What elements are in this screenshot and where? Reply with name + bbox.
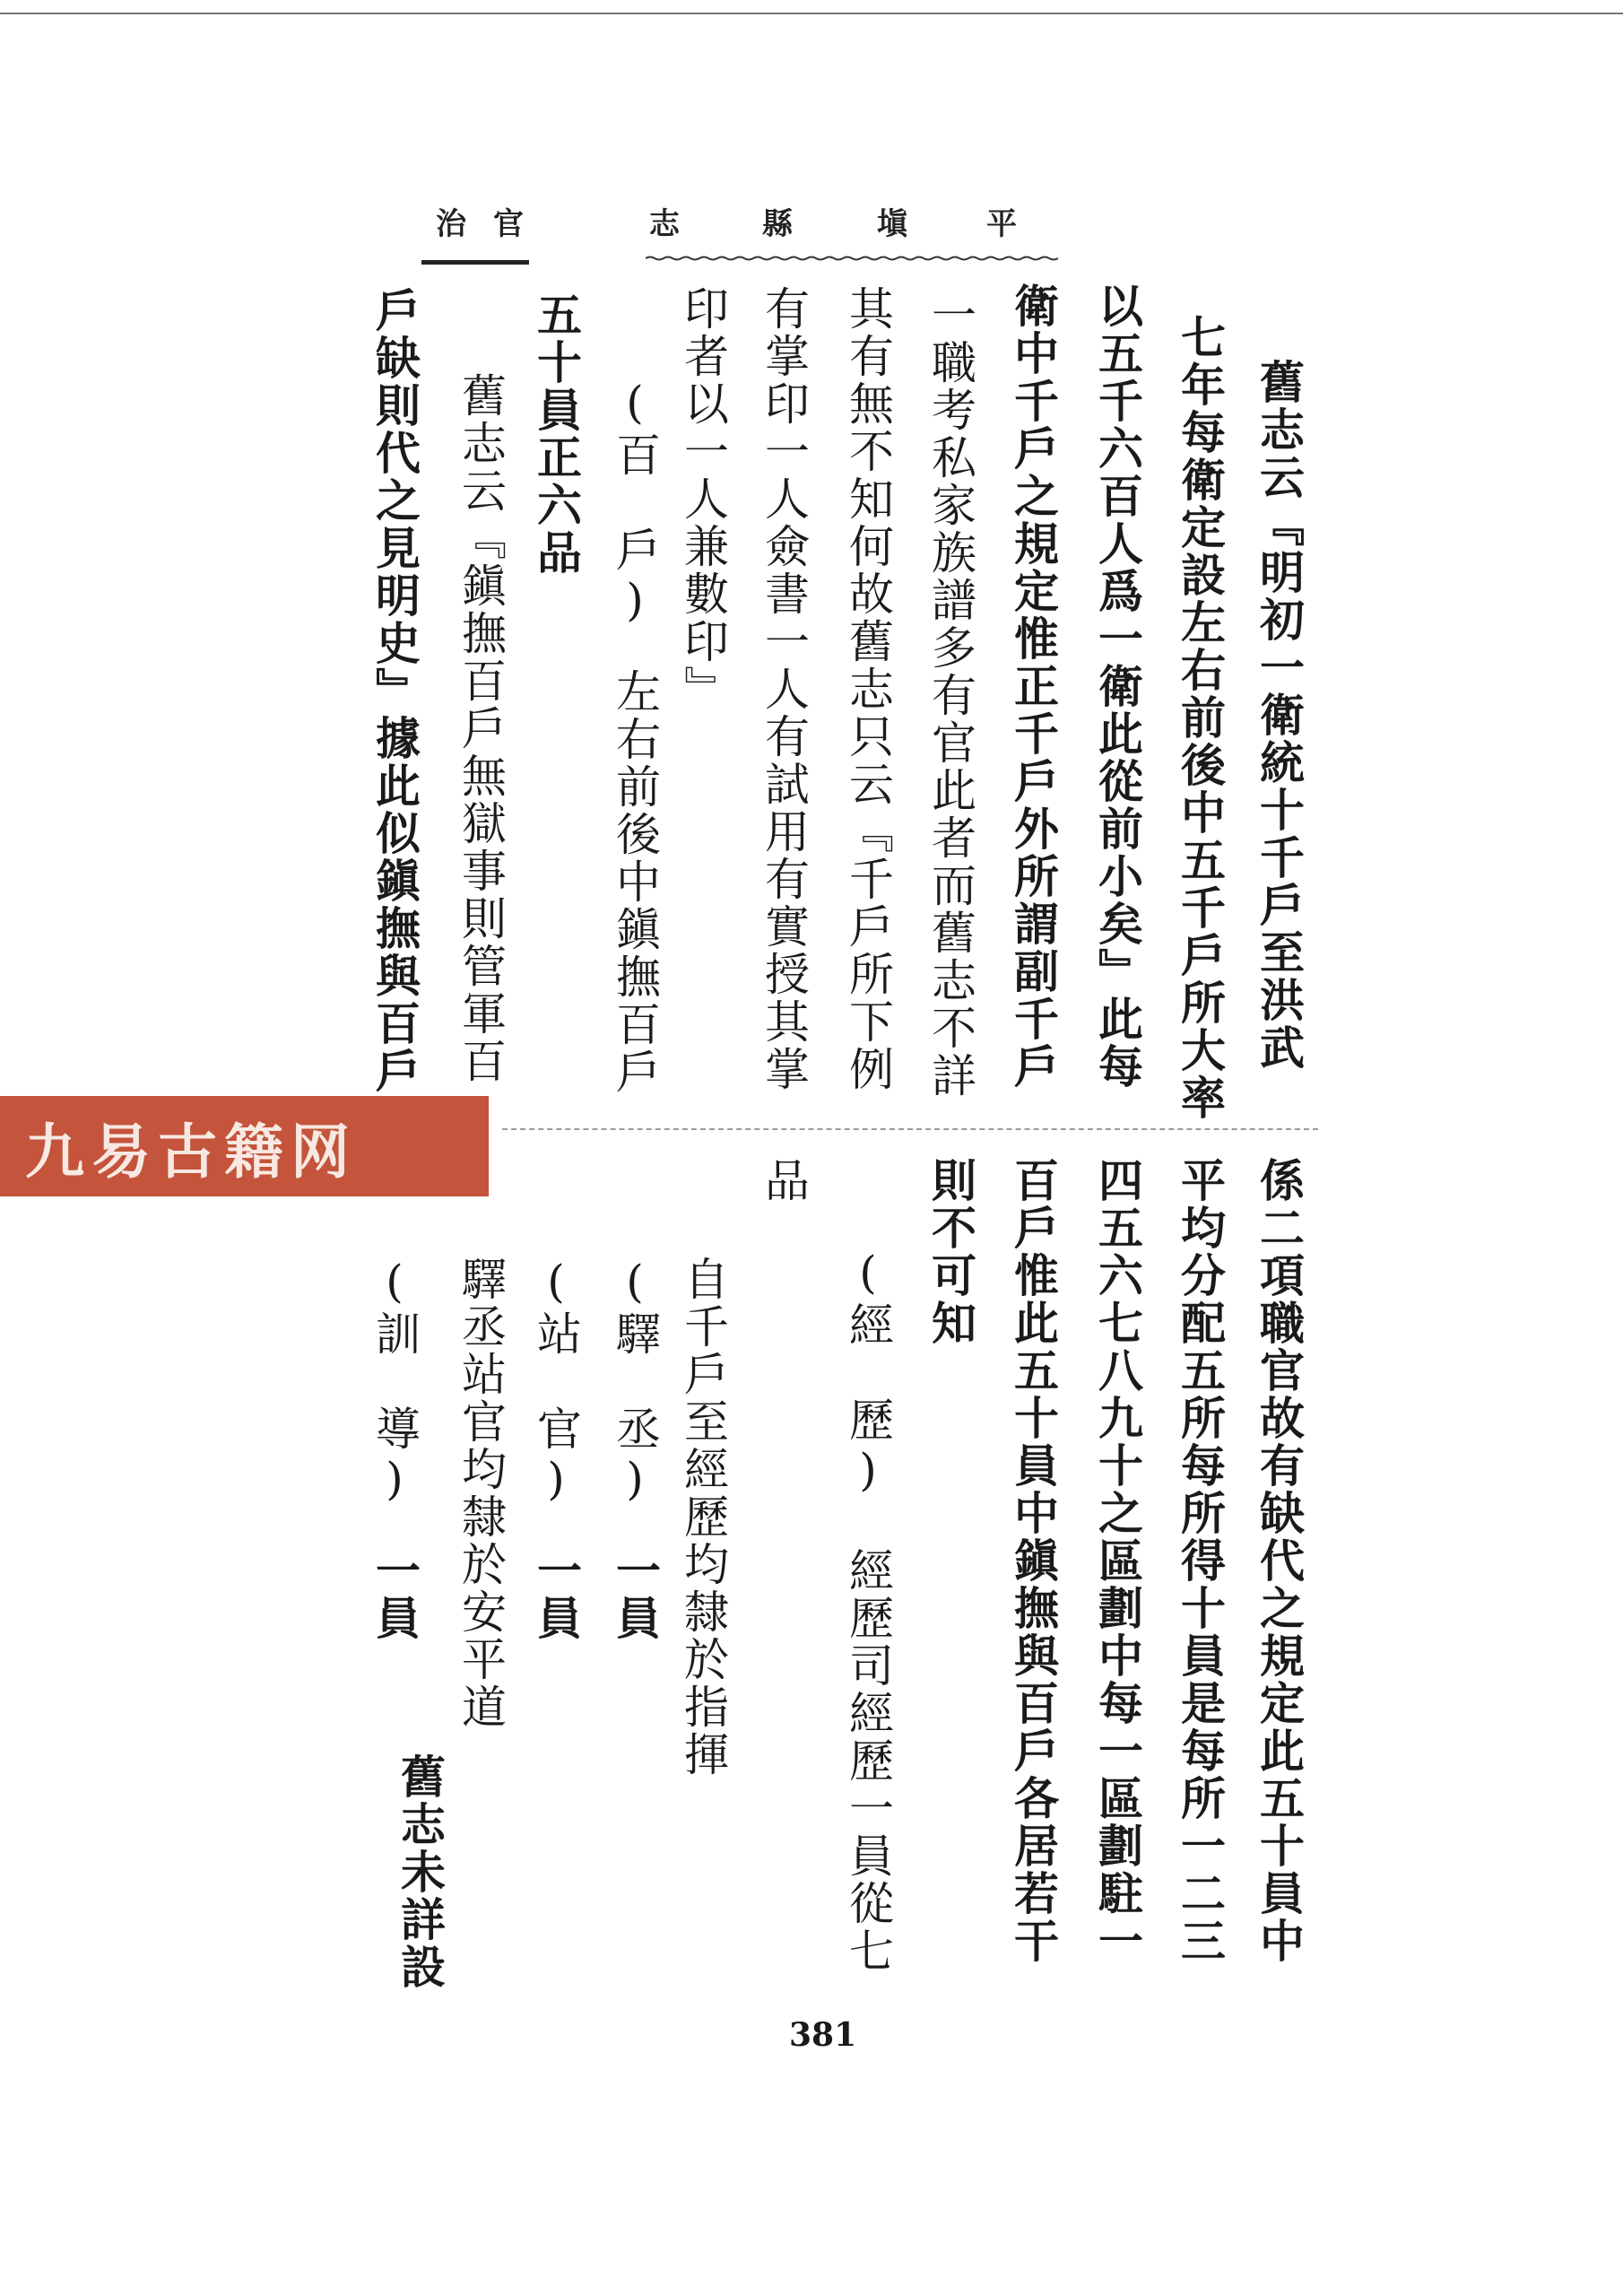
- page-number: 381: [789, 2016, 857, 2054]
- text-column: 平均分配五所每所得十員是每所一二三: [1174, 1157, 1227, 1965]
- header-section-char-2: 治: [436, 206, 466, 242]
- text-column: 舊志云『鎭撫百戶無獄事則管軍百: [455, 372, 507, 1085]
- text-column: 有掌印一人僉書一人有試用有實授其掌: [758, 285, 810, 1093]
- text-column: 百戶惟此五十員中鎭撫與百戶各居若干: [1007, 1157, 1060, 1965]
- text-column: 一員: [530, 1547, 583, 1642]
- text-column: 舊志云『明初一衛統十千戶至洪武: [1253, 359, 1306, 1072]
- text-column: 係二項職官故有缺代之規定此五十員中: [1253, 1157, 1306, 1965]
- text-column: 七年每衛定設左右前後中五千戶所大率: [1174, 314, 1227, 1122]
- text-column: 一員: [609, 1547, 662, 1642]
- header-section-char-1: 官: [493, 206, 524, 242]
- entry-label-yicheng: (驛 丞): [609, 1256, 661, 1508]
- text-column: 驛丞站官均隸於安平道: [455, 1256, 507, 1731]
- text-column: 戶缺則代之見明史』據此似鎭撫與百戶: [369, 287, 421, 1095]
- block-divider: [502, 1128, 1318, 1130]
- text-column: 衛中千戶之規定惟正千戶外所謂副千戶: [1007, 283, 1060, 1091]
- text-column: 經歷司經歷一員從七: [842, 1547, 894, 1975]
- text-column: 一職考私家族譜多有官此者而舊志不詳: [924, 291, 976, 1100]
- top-border-line: [0, 13, 1623, 14]
- text-column: 舊志未詳設: [394, 1753, 447, 1991]
- section-header-rule: [421, 260, 529, 265]
- header-title-char-4: 志: [649, 206, 680, 242]
- text-column: 印者以一人兼數印』: [677, 285, 729, 713]
- entry-label-jingli: (經 歷): [842, 1247, 894, 1499]
- entry-label-baihu: (百 戶): [609, 377, 661, 629]
- entry-label-xundao: (訓 導): [369, 1256, 421, 1508]
- entry-label-zhanguan: (站 官): [530, 1256, 582, 1508]
- text-column: 自千戶至經歷均隸於指揮: [677, 1256, 729, 1779]
- watermark-banner: 九易古籍网: [0, 1096, 489, 1196]
- text-column: 則不可知: [924, 1157, 977, 1347]
- header-title-char-1: 平: [986, 206, 1017, 242]
- text-column: 一員: [369, 1547, 421, 1642]
- text-column: 左右前後中鎭撫百戶: [609, 668, 661, 1096]
- header-title-char-3: 縣: [762, 206, 793, 242]
- header-title-char-2: 塡: [877, 206, 907, 242]
- text-column: 四五六七八九十之區劃中每一區劃駐一: [1091, 1157, 1144, 1965]
- text-column: 以五千六百人爲一衛此從前小矣』此每: [1091, 283, 1144, 1091]
- text-column: 五十員正六品: [530, 291, 583, 577]
- text-column: 品: [758, 1157, 810, 1205]
- header-wavy-rule: [646, 256, 1058, 261]
- text-column: 其有無不知何故舊志只云『千戶所下例: [842, 285, 894, 1093]
